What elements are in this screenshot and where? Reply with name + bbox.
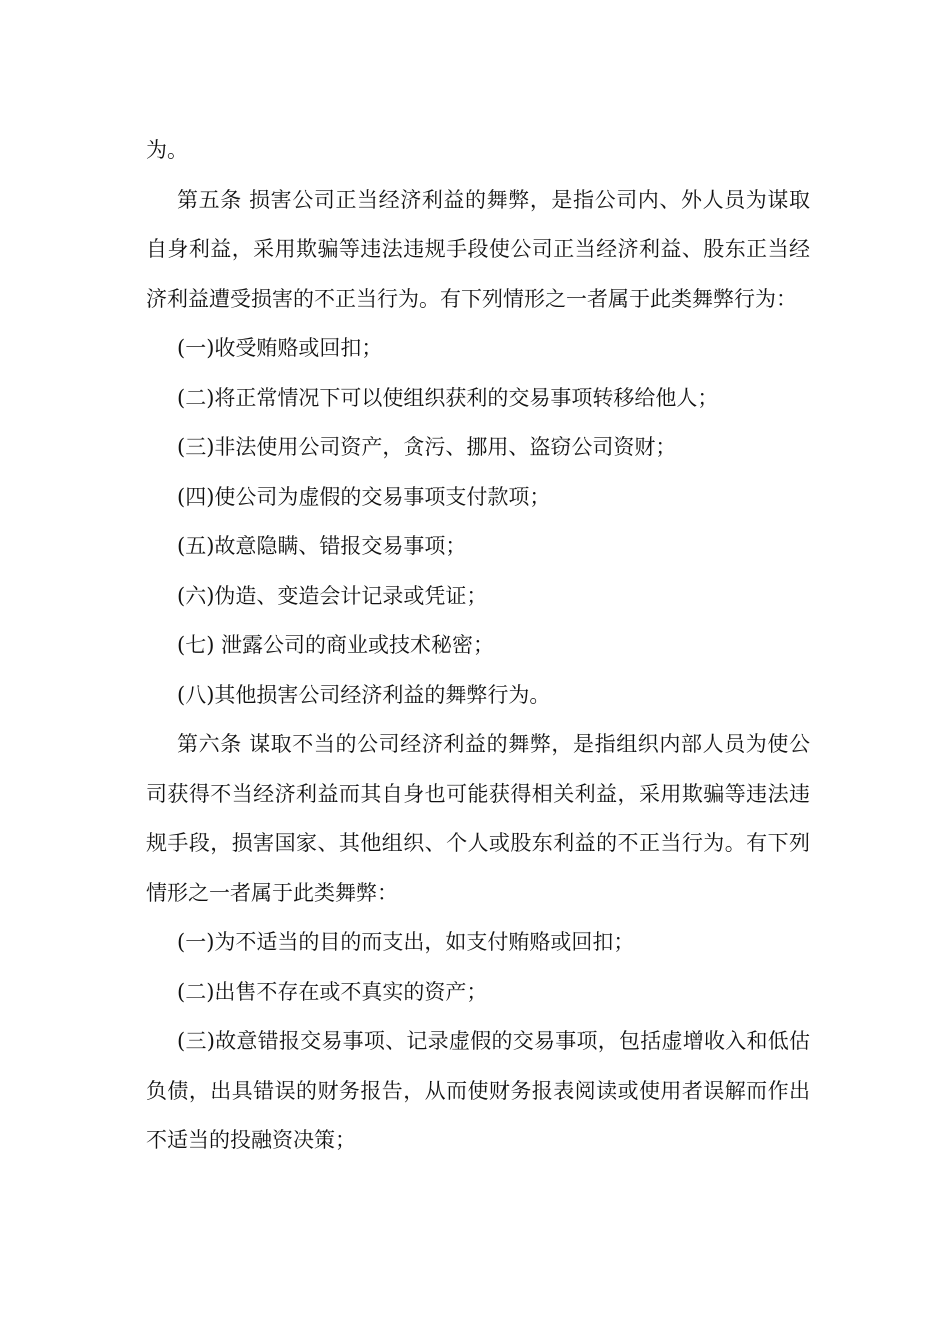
article-5-item-5: (五)故意隐瞒、错报交易事项；	[177, 534, 467, 558]
paragraph-continuation: 为。	[146, 138, 188, 162]
article-5-item-8: (八)其他损害公司经济利益的舞弊行为。	[177, 682, 551, 707]
article-5-item-7: (七) 泄露公司的商业或技术秘密；	[177, 633, 495, 657]
article-5-item-6: (六)伪造、变造会计记录或凭证；	[177, 583, 488, 608]
article-6-paragraph: 第六条 谋取不当的公司经济利益的舞弊，是指组织内部人员为使公司获得不当经济利益而其自身也可能获得相关利益，采用欺骗等违法违规手段，损害国家、其他组织、个人或股东利益的不正当行为。有下列情形之一者属于此类舞弊：	[146, 732, 810, 905]
article-6-item-1: (一)为不适当的目的而支出，如支付贿赂或回扣；	[177, 930, 635, 954]
article-6-item-3: (三)故意错报交易事项、记录虚假的交易事项，包括虚增收入和低估负债，出具错误的财务报告，从而使财务报表阅读或使用者误解而作出不适当的投融资决策；	[146, 1029, 810, 1152]
article-5-item-4: (四)使公司为虚假的交易事项支付款项；	[177, 484, 551, 509]
document-body	[146, 126, 810, 1166]
article-5-item-1: (一)收受贿赂或回扣；	[177, 336, 383, 360]
article-5-paragraph: 第五条 损害公司正当经济利益的舞弊，是指公司内、外人员为谋取自身利益，采用欺骗等违法违规手段使公司正当经济利益、股东正当经济利益遭受损害的不正当行为。有下列情形之一者属于此类舞弊行为：	[146, 187, 810, 311]
article-5-item-2: (二)将正常情况下可以使组织获利的交易事项转移给他人；	[177, 385, 719, 410]
article-6-item-2: (二)出售不存在或不真实的资产；	[177, 979, 488, 1004]
article-5-item-3: (三)非法使用公司资产，贪污、挪用、盗窃公司资财；	[177, 435, 677, 459]
